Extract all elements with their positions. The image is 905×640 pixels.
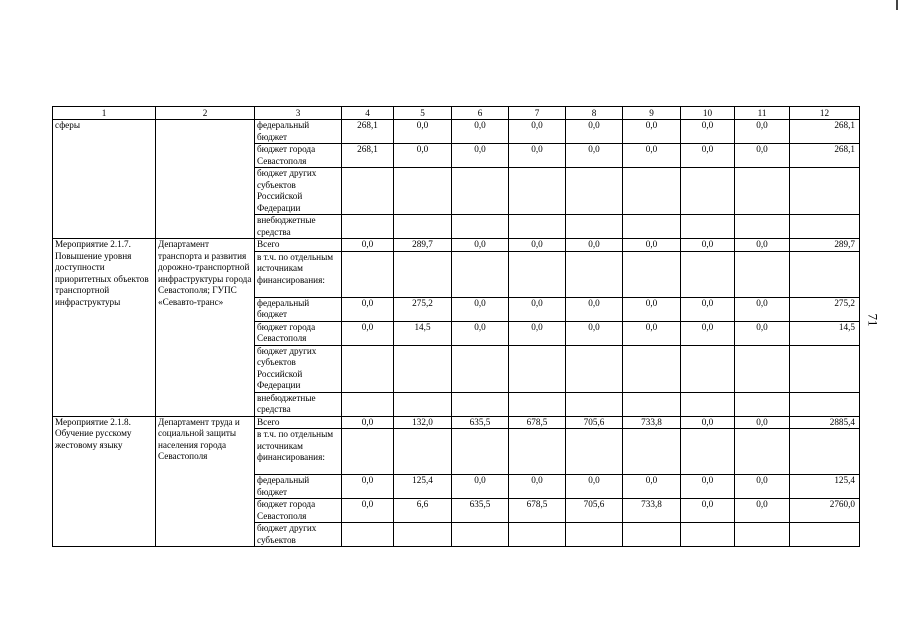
table-body	[53, 120, 860, 547]
value-cell	[566, 392, 623, 416]
column-header: 7	[509, 107, 566, 120]
value-cell: 14,5	[394, 321, 452, 345]
value-cell: 0,0	[566, 321, 623, 345]
value-cell: 0,0	[342, 297, 394, 321]
value-cell: 733,8	[623, 416, 681, 429]
value-cell: 0,0	[509, 321, 566, 345]
value-cell: 0,0	[681, 120, 735, 144]
value-cell	[623, 392, 681, 416]
executor-cell: Департамент труда и социальной защиты населения города Севастополя	[156, 416, 255, 547]
funding-source-cell: Всего	[255, 239, 342, 252]
value-cell: 0,0	[342, 321, 394, 345]
value-cell	[452, 251, 509, 297]
value-cell: 0,0	[623, 475, 681, 499]
value-cell	[623, 429, 681, 475]
value-cell: 0,0	[735, 297, 790, 321]
value-cell	[452, 215, 509, 239]
value-cell: 132,0	[394, 416, 452, 429]
value-cell: 0,0	[566, 144, 623, 168]
funding-source-cell: федеральный бюджет	[255, 475, 342, 499]
value-cell: 0,0	[623, 144, 681, 168]
value-cell	[452, 392, 509, 416]
value-cell: 0,0	[566, 120, 623, 144]
funding-source-cell: бюджет других субъектов Российской Федерации	[255, 168, 342, 215]
value-cell	[623, 345, 681, 392]
value-cell: 0,0	[623, 321, 681, 345]
value-cell	[681, 523, 735, 547]
value-cell	[452, 523, 509, 547]
value-cell	[790, 523, 860, 547]
value-cell: 268,1	[342, 144, 394, 168]
value-cell: 635,5	[452, 499, 509, 523]
column-header: 10	[681, 107, 735, 120]
value-cell: 0,0	[509, 475, 566, 499]
column-header: 6	[452, 107, 509, 120]
value-cell: 0,0	[566, 297, 623, 321]
value-cell	[452, 345, 509, 392]
value-cell: 125,4	[394, 475, 452, 499]
column-header: 2	[156, 107, 255, 120]
value-cell: 14,5	[790, 321, 860, 345]
value-cell	[394, 251, 452, 297]
value-cell: 275,2	[790, 297, 860, 321]
value-cell: 0,0	[342, 475, 394, 499]
executor-cell: Департамент транспорта и развития дорожно-транспортной инфраструктуры города Севастополя; ГУПС «Севавто-транс»	[156, 239, 255, 417]
value-cell	[509, 251, 566, 297]
value-cell	[735, 215, 790, 239]
value-cell	[735, 251, 790, 297]
value-cell	[509, 345, 566, 392]
value-cell: 678,5	[509, 499, 566, 523]
value-cell	[342, 168, 394, 215]
value-cell: 275,2	[394, 297, 452, 321]
value-cell	[509, 215, 566, 239]
value-cell	[623, 523, 681, 547]
value-cell	[342, 429, 394, 475]
column-header: 12	[790, 107, 860, 120]
funding-source-cell: бюджет других субъектов	[255, 523, 342, 547]
value-cell: 0,0	[509, 297, 566, 321]
value-cell	[735, 429, 790, 475]
value-cell: 289,7	[790, 239, 860, 252]
value-cell	[735, 392, 790, 416]
value-cell	[790, 168, 860, 215]
budget-table	[52, 106, 860, 547]
value-cell	[509, 523, 566, 547]
value-cell: 0,0	[623, 120, 681, 144]
value-cell	[566, 251, 623, 297]
table-row	[53, 416, 860, 429]
value-cell: 0,0	[342, 499, 394, 523]
column-header: 1	[53, 107, 156, 120]
value-cell	[394, 345, 452, 392]
value-cell: 0,0	[452, 297, 509, 321]
value-cell	[735, 168, 790, 215]
value-cell: 0,0	[623, 297, 681, 321]
value-cell: 0,0	[681, 416, 735, 429]
value-cell: 0,0	[735, 239, 790, 252]
funding-source-cell: Всего	[255, 416, 342, 429]
table-row	[53, 239, 860, 252]
value-cell: 0,0	[509, 120, 566, 144]
table-row	[53, 120, 860, 144]
column-header: 3	[255, 107, 342, 120]
value-cell: 0,0	[566, 239, 623, 252]
value-cell	[623, 168, 681, 215]
activity-cell: Мероприятие 2.1.8. Обучение русскому жестовому языку	[53, 416, 156, 547]
value-cell	[394, 429, 452, 475]
value-cell: 0,0	[735, 144, 790, 168]
executor-cell	[156, 120, 255, 239]
column-header: 8	[566, 107, 623, 120]
value-cell	[735, 345, 790, 392]
value-cell: 0,0	[452, 144, 509, 168]
value-cell: 268,1	[790, 120, 860, 144]
value-cell	[566, 429, 623, 475]
value-cell: 0,0	[394, 120, 452, 144]
value-cell: 0,0	[735, 475, 790, 499]
value-cell: 705,6	[566, 499, 623, 523]
value-cell	[342, 215, 394, 239]
value-cell: 733,8	[623, 499, 681, 523]
value-cell	[394, 168, 452, 215]
funding-source-cell: внебюджетные средства	[255, 392, 342, 416]
value-cell	[342, 251, 394, 297]
value-cell: 268,1	[790, 144, 860, 168]
value-cell: 0,0	[735, 120, 790, 144]
value-cell: 0,0	[623, 239, 681, 252]
value-cell	[790, 251, 860, 297]
value-cell	[342, 345, 394, 392]
value-cell: 0,0	[735, 416, 790, 429]
value-cell: 0,0	[452, 239, 509, 252]
value-cell: 6,6	[394, 499, 452, 523]
column-header: 11	[735, 107, 790, 120]
funding-source-cell: бюджет города Севастополя	[255, 499, 342, 523]
funding-source-cell: бюджет других субъектов Российской Федерации	[255, 345, 342, 392]
value-cell	[790, 215, 860, 239]
value-cell: 2885,4	[790, 416, 860, 429]
value-cell: 0,0	[452, 321, 509, 345]
value-cell: 0,0	[735, 499, 790, 523]
value-cell	[394, 392, 452, 416]
value-cell	[509, 168, 566, 215]
funding-source-cell: в т.ч. по отдельным источникам финансирования:	[255, 251, 342, 297]
value-cell: 678,5	[509, 416, 566, 429]
value-cell	[452, 429, 509, 475]
funding-source-cell: внебюджетные средства	[255, 215, 342, 239]
value-cell: 635,5	[452, 416, 509, 429]
value-cell	[623, 251, 681, 297]
funding-source-cell: бюджет города Севастополя	[255, 321, 342, 345]
value-cell: 0,0	[452, 475, 509, 499]
page-number: 71	[865, 313, 881, 327]
value-cell: 0,0	[681, 321, 735, 345]
value-cell: 0,0	[452, 120, 509, 144]
column-header: 4	[342, 107, 394, 120]
value-cell: 0,0	[681, 297, 735, 321]
value-cell: 0,0	[681, 239, 735, 252]
value-cell	[342, 392, 394, 416]
value-cell: 0,0	[735, 321, 790, 345]
value-cell	[681, 168, 735, 215]
value-cell	[566, 345, 623, 392]
value-cell: 0,0	[342, 239, 394, 252]
funding-source-cell: в т.ч. по отдельным источникам финансирования:	[255, 429, 342, 475]
value-cell	[623, 215, 681, 239]
value-cell: 2760,0	[790, 499, 860, 523]
value-cell: 0,0	[509, 144, 566, 168]
funding-source-cell: федеральный бюджет	[255, 120, 342, 144]
value-cell: 125,4	[790, 475, 860, 499]
funding-source-cell: бюджет города Севастополя	[255, 144, 342, 168]
value-cell	[394, 215, 452, 239]
column-number-row	[53, 107, 860, 120]
value-cell: 0,0	[681, 475, 735, 499]
value-cell	[790, 345, 860, 392]
value-cell	[681, 392, 735, 416]
value-cell	[566, 168, 623, 215]
value-cell: 0,0	[509, 239, 566, 252]
value-cell: 0,0	[394, 144, 452, 168]
value-cell	[681, 251, 735, 297]
value-cell	[681, 215, 735, 239]
activity-cell: сферы	[53, 120, 156, 239]
value-cell	[790, 429, 860, 475]
value-cell	[681, 345, 735, 392]
value-cell	[566, 523, 623, 547]
value-cell	[509, 392, 566, 416]
value-cell: 0,0	[342, 416, 394, 429]
value-cell: 705,6	[566, 416, 623, 429]
funding-source-cell: федеральный бюджет	[255, 297, 342, 321]
value-cell	[735, 523, 790, 547]
value-cell	[509, 429, 566, 475]
value-cell: 268,1	[342, 120, 394, 144]
value-cell	[681, 429, 735, 475]
value-cell: 289,7	[394, 239, 452, 252]
value-cell	[342, 523, 394, 547]
page-edge-mark	[896, 0, 898, 10]
value-cell	[566, 215, 623, 239]
column-header: 9	[623, 107, 681, 120]
value-cell: 0,0	[566, 475, 623, 499]
column-header: 5	[394, 107, 452, 120]
activity-cell: Мероприятие 2.1.7. Повышение уровня доступности приоритетных объектов транспортной инфраструктуры	[53, 239, 156, 417]
value-cell	[790, 392, 860, 416]
value-cell	[452, 168, 509, 215]
value-cell	[394, 523, 452, 547]
value-cell: 0,0	[681, 499, 735, 523]
value-cell: 0,0	[681, 144, 735, 168]
